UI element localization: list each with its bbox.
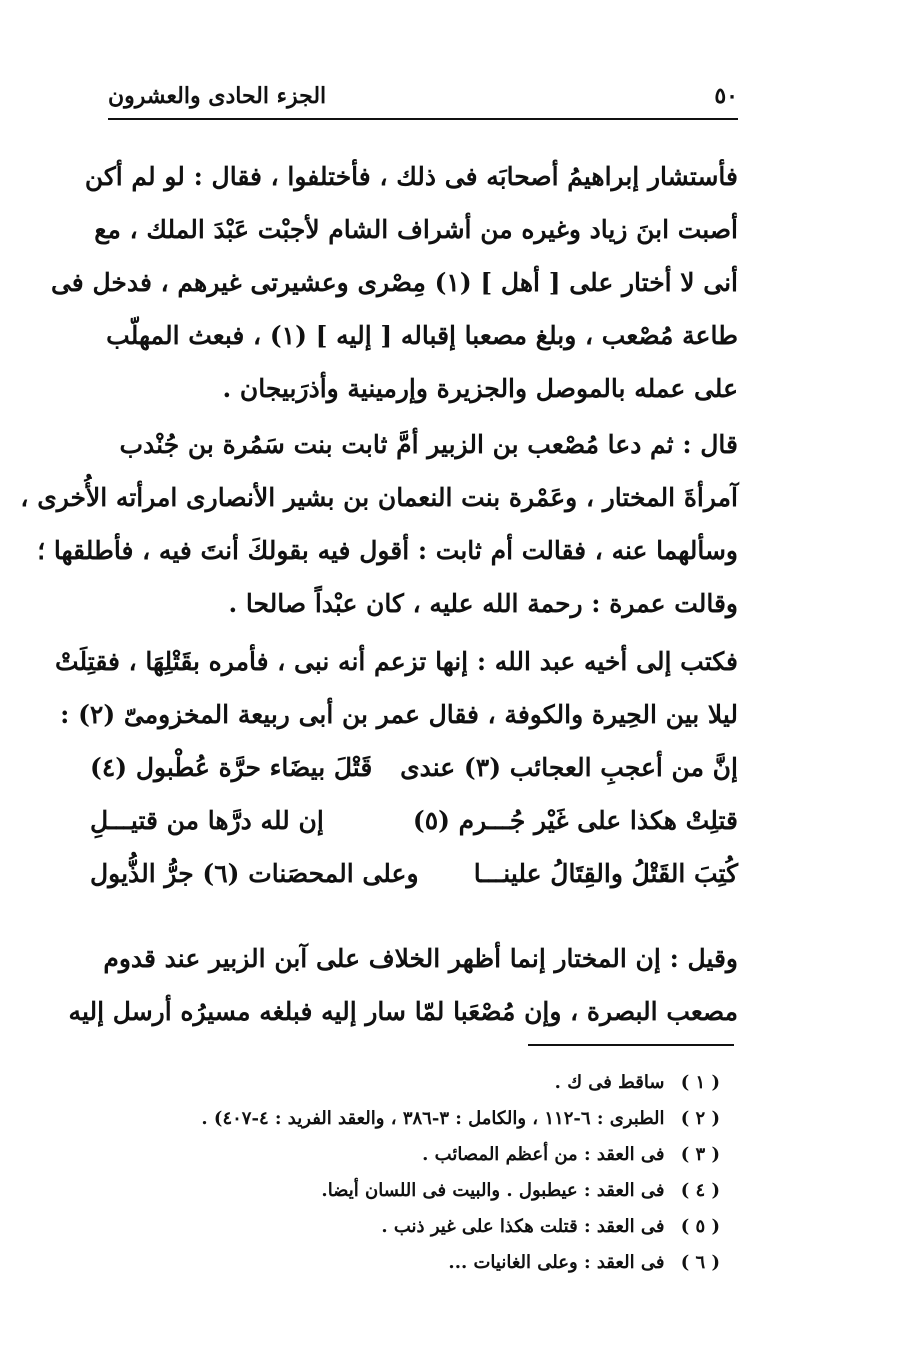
footnote (110, 1065, 720, 1101)
footnote-number: ( ٦ ) (680, 1252, 720, 1273)
paragraph-4 (68, 932, 738, 1038)
text-line: أنى لا أختار على [ أهل ] (١) مِصْرى وعشيرتى غيرهم ، فدخل فى (50, 268, 738, 297)
footnote (110, 1173, 720, 1209)
text-line: طاعة مُصْعب ، وبلغ مصعبا إقباله [ إليه ] (١) ، فبعث المهلّب (106, 321, 738, 350)
footnote-text: فى العقد : من أعظم المصائب . (422, 1144, 665, 1165)
text-line: فأستشار إبراهيمُ أصحابَه فى ذلك ، فأختلفوا ، فقال : لو لم أكن (84, 162, 738, 191)
text-line: قال : ثم دعا مُصْعب بن الزبير أمَّ ثابت بنت سَمُرة بن جُنْدب (119, 430, 738, 459)
text-line: مصعب البصرة ، وإن مُصْعَبا لمّا سار إليه فبلغه مسيرُه أرسل إليه (68, 997, 738, 1026)
paragraph-1 (50, 150, 738, 415)
page-header (108, 78, 738, 114)
poem-verse (90, 741, 738, 794)
footnote-number: ( ٢ ) (680, 1108, 720, 1129)
poem-verse (90, 794, 738, 847)
text-line: وقيل : إن المختار إنما أظهر الخلاف على آبن الزبير عند قدوم (103, 944, 738, 973)
verse-second-hemistich: وعلى المحصَنات (٦) جرُّ الذُّيول (90, 859, 419, 888)
footnote-number: ( ١ ) (680, 1072, 720, 1093)
footnote-text: ساقط فى ك . (554, 1072, 665, 1093)
text-line: آمرأةَ المختار ، وعَمْرة بنت النعمان بن بشير الأنصارى امرأته الأُخرى ، (20, 483, 738, 512)
paragraph-3 (54, 635, 738, 900)
footnote-number: ( ٥ ) (680, 1216, 720, 1237)
verse-second-hemistich: قَتْلَ بيضَاء حرَّة عُطْبول (٤) (90, 753, 373, 782)
footnote-rule (528, 1044, 734, 1046)
text-line: على عمله بالموصل والجزيرة وإرمينية وأذرَبيجان . (222, 374, 738, 403)
footnote (110, 1137, 720, 1173)
footnote-text: الطبرى : ٦-١١٢ ، والكامل : ٣-٣٨٦ ، والعقد الفريد : ٤-٤٠٧) . (201, 1108, 665, 1129)
footnote-text: فى العقد : وعلى الغانيات ... (448, 1252, 665, 1273)
footnote-text: فى العقد : قتلت هكذا على غير ذنب . (381, 1216, 665, 1237)
paragraph-2 (20, 418, 738, 630)
footnote-number: ( ٤ ) (680, 1180, 720, 1201)
footnote (110, 1209, 720, 1245)
text-line: وسألهما عنه ، فقالت أم ثابت : أقول فيه بقولكَ أنتَ فيه ، فأطلقها ؛ (37, 536, 738, 565)
verse-first-hemistich: إنَّ من أعجبِ العجائب (٣) عندى (400, 753, 738, 782)
footnote-number: ( ٣ ) (680, 1144, 720, 1165)
text-line: وقالت عمرة : رحمة الله عليه ، كان عبْداً صالحا . (228, 589, 738, 618)
verse-first-hemistich: قتلِتْ هكذا على غَيْر جُـــرم (٥) (412, 806, 738, 835)
footnote (110, 1245, 720, 1281)
text-line: ليلا بين الحِيرة والكوفة ، فقال عمر بن أبى ربيعة المخزومىّ (٢) : (60, 700, 738, 729)
footnotes (110, 1065, 720, 1281)
poem-verse (90, 847, 738, 900)
text-line: أصبت ابنَ زياد وغيره من أشراف الشام لأجبْت عَبْدَ الملك ، مع (94, 215, 738, 244)
text-line: فكتب إلى أخيه عبد الله : إنها تزعم أنه نبى ، فأمره بقَتْلِهَا ، فقتِلَتْ (54, 647, 738, 676)
header-rule (108, 118, 738, 120)
footnote-text: فى العقد : عيطبول . والبيت فى اللسان أيضا. (321, 1180, 665, 1201)
footnote (110, 1101, 720, 1137)
page-title: الجزء الحادى والعشرون (108, 83, 327, 109)
verse-second-hemistich: إن لله درَّها من قتيـــلِ (90, 806, 324, 835)
page-number: ٥٠ (714, 83, 738, 109)
verse-first-hemistich: كُتِبَ القَتْلُ والقِتَالُ علينـــا (473, 859, 738, 888)
